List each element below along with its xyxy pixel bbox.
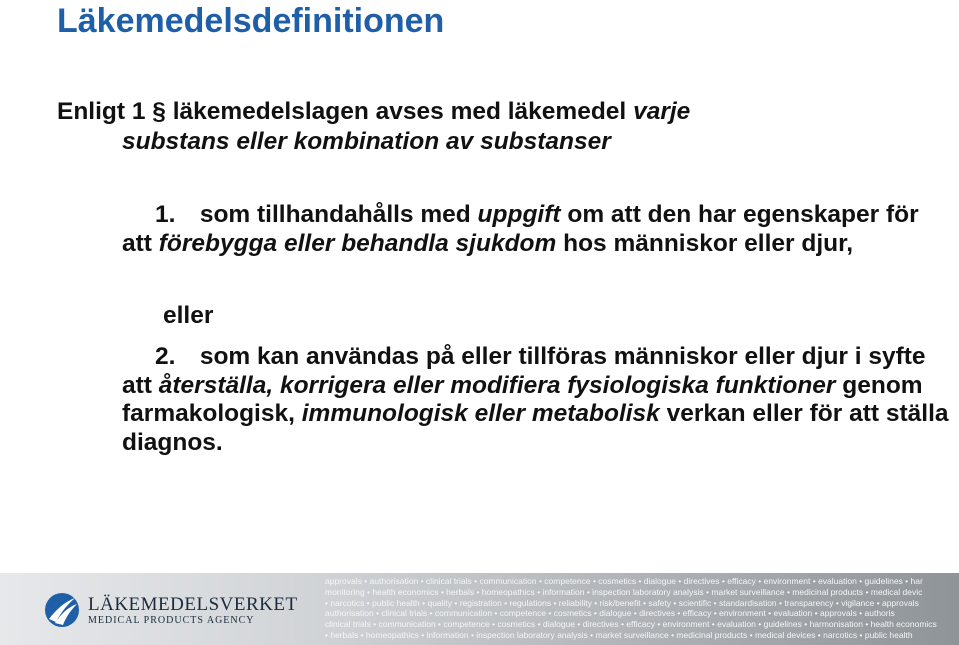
intro-emphasis-varje: varje [633,98,691,125]
item-2-emphasis-aterstalla: återställa, korrigera eller modifiera fysiologiska funktioner [158,371,836,399]
keyword-line: • herbals • homeopathics • information • inspection laboratory analysis • market surveillance • medicinal products • medical devices • narcotics • public health [325,629,913,640]
intro-paragraph [57,97,917,157]
item-2-number: 2. [155,343,176,370]
connector-eller: eller [163,302,214,329]
definition-item-1 [122,201,952,258]
agency-swoosh-logo-icon [44,592,80,628]
definition-item-2 [122,343,952,457]
agency-subtitle: MEDICAL PRODUCTS AGENCY [88,615,255,626]
item-2-text-c: verkan eller för att ställa diagnos. [122,400,949,456]
item-2-text-b: genom farmakologisk, [122,371,923,427]
item-1-number: 1. [155,201,176,228]
item-1-text-b: om att den har egenskaper för att [122,201,919,257]
slide-title: Läkemedelsdefinitionen [57,2,445,40]
keyword-line: approvals • authorisation • clinical trials • communication • competence • cosmetics • dialogue • directives • efficacy • environment • evaluation • guidelines • har [325,576,923,586]
intro-prefix: Enligt 1 § läkemedelslagen avses med läkemedel [57,98,634,125]
agency-name: LÄKEMEDELSVERKET [88,594,298,615]
intro-line-2 [57,127,917,157]
item-1-emphasis-uppgift: uppgift [477,201,561,228]
intro-emphasis-substans: substans eller kombination av substanser [122,128,611,155]
item-2-emphasis-immunologisk: immunologisk eller metabolisk [301,400,660,427]
item-1-text-c: hos människor eller djur, [556,229,854,257]
item-2-text-a: som kan användas på eller tillföras människor eller djur i syfte att [122,343,926,399]
keyword-line: monitoring • health economics • herbals • homeopathics • information • inspection laboratory analysis • market surveillance • medicinal products • medical devic [325,586,923,597]
keyword-line: authorisation • clinical trials • communication • competence • cosmetics • dialogue • directives • efficacy • environment • evaluation • approvals • authoris [325,608,895,619]
item-1-emphasis-forebygga: förebygga eller behandla sjukdom [158,229,557,257]
keyword-line: • narcotics • public health • quality • registration • regulations • reliability • risk/benefit • safety • scientific • standardisation • transparency • vigilance • approvals [325,597,919,608]
footer-band [0,573,959,645]
intro-line-1 [57,97,917,127]
keyword-cloud [325,576,959,641]
item-1-text-a: som tillhandahålls med [199,201,478,228]
keyword-line: clinical trials • communication • competence • cosmetics • dialogue • directives • efficacy • environment • evaluation • guidelines • harmonisation • health economics [325,619,937,630]
